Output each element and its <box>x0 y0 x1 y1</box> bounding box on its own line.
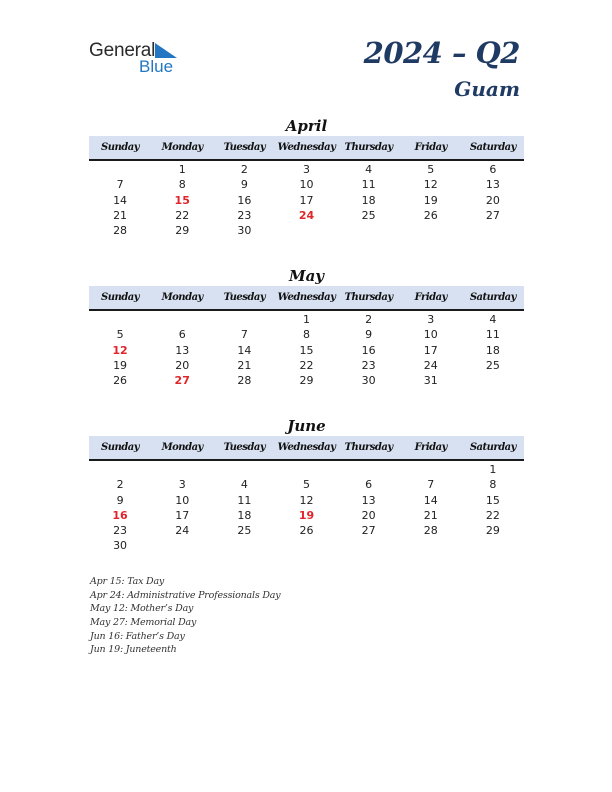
day-cell <box>151 538 213 553</box>
day-cell <box>462 538 524 553</box>
week-row <box>89 523 524 538</box>
day-cell: 27 <box>485 208 500 222</box>
day-cell: 18 <box>361 193 376 207</box>
region-subtitle: Guam <box>454 77 520 101</box>
weekday-label: Thursday <box>344 292 393 303</box>
day-cell: 14 <box>113 193 128 207</box>
day-cell <box>213 312 275 327</box>
day-cell: 6 <box>489 163 497 176</box>
day-cell <box>151 462 213 477</box>
logo-text-general: General <box>89 40 156 61</box>
weekday-label: Wednesday <box>277 442 336 453</box>
day-cell: 23 <box>237 208 252 222</box>
week-row <box>89 373 524 388</box>
week-row <box>89 462 524 477</box>
day-cell: 22 <box>299 358 314 372</box>
day-cell: 4 <box>240 478 248 492</box>
day-cell: 26 <box>113 374 128 388</box>
week-row <box>89 508 524 523</box>
month-calendar-june <box>89 416 524 554</box>
holiday-day-cell: 12 <box>112 343 128 357</box>
weekday-header-row <box>89 136 524 161</box>
logo-text-blue: Blue <box>139 57 174 76</box>
holiday-note: May 12: Mother’s Day <box>90 603 194 615</box>
day-cell: 13 <box>485 178 500 192</box>
week-row <box>89 223 524 238</box>
weekday-label: Sunday <box>101 292 140 303</box>
day-cell: 23 <box>113 524 128 538</box>
weekday-label: Wednesday <box>277 292 336 303</box>
day-cell <box>275 538 337 553</box>
weekday-header-row <box>89 436 524 461</box>
day-cell <box>338 223 400 238</box>
weekday-label: Sunday <box>101 142 140 153</box>
day-cell: 18 <box>237 508 252 522</box>
weekday-label: Tuesday <box>223 142 266 153</box>
day-cell: 8 <box>178 178 186 192</box>
day-cell: 31 <box>423 374 438 388</box>
day-cell: 17 <box>299 193 314 207</box>
day-cell: 24 <box>175 524 190 538</box>
day-cell: 3 <box>427 313 435 326</box>
weekday-label: Monday <box>161 442 203 453</box>
day-cell: 5 <box>427 163 435 176</box>
weekday-label: Wednesday <box>277 142 336 153</box>
day-cell: 13 <box>175 343 190 357</box>
day-cell: 7 <box>240 328 248 342</box>
page-title: 2024 – Q2 <box>363 36 520 70</box>
day-cell <box>400 462 462 477</box>
day-cell: 11 <box>361 178 376 192</box>
month-calendar-may <box>89 266 524 388</box>
day-cell <box>338 462 400 477</box>
day-cell: 19 <box>113 358 128 372</box>
day-cell: 16 <box>361 343 376 357</box>
day-cell: 17 <box>175 508 190 522</box>
day-cell: 18 <box>485 343 500 357</box>
week-row <box>89 493 524 508</box>
holiday-day-cell: 16 <box>112 508 128 522</box>
day-cell: 8 <box>489 478 497 492</box>
day-cell: 30 <box>113 539 128 553</box>
day-cell: 30 <box>361 374 376 388</box>
day-cell: 20 <box>361 508 376 522</box>
day-cell: 2 <box>365 313 373 326</box>
month-name: April <box>285 117 328 135</box>
week-row <box>89 538 524 553</box>
weekday-label: Saturday <box>469 142 516 153</box>
day-cell: 1 <box>489 463 497 476</box>
day-cell: 20 <box>175 358 190 372</box>
day-cell: 16 <box>237 193 252 207</box>
day-cell: 24 <box>423 358 438 372</box>
month-name: June <box>287 417 326 435</box>
weekday-label: Monday <box>161 292 203 303</box>
day-cell: 26 <box>423 208 438 222</box>
weekday-label: Thursday <box>344 142 393 153</box>
week-row <box>89 193 524 208</box>
day-cell: 5 <box>302 478 310 492</box>
weekday-label: Monday <box>161 142 203 153</box>
day-cell: 26 <box>299 524 314 538</box>
holiday-day-cell: 27 <box>174 374 190 388</box>
day-cell: 3 <box>302 163 310 176</box>
holiday-note: Apr 15: Tax Day <box>90 576 165 587</box>
day-cell <box>89 312 151 327</box>
holiday-note: May 27: Memorial Day <box>90 617 197 629</box>
day-cell: 22 <box>485 508 500 522</box>
day-cell: 25 <box>237 524 252 538</box>
day-cell: 22 <box>175 208 190 222</box>
week-row <box>89 208 524 223</box>
day-cell: 9 <box>365 328 373 342</box>
week-row <box>89 327 524 342</box>
day-cell: 21 <box>423 508 438 522</box>
week-row <box>89 312 524 327</box>
day-cell: 2 <box>116 478 124 492</box>
day-cell <box>338 538 400 553</box>
day-cell <box>462 223 524 238</box>
day-cell: 30 <box>237 224 252 238</box>
weekday-label: Friday <box>414 142 447 153</box>
day-cell: 12 <box>299 493 314 507</box>
day-cell: 10 <box>423 328 438 342</box>
day-cell <box>462 373 524 388</box>
holiday-day-cell: 19 <box>298 508 315 522</box>
week-row <box>89 358 524 373</box>
day-cell: 4 <box>365 163 373 176</box>
day-cell: 5 <box>116 328 124 342</box>
month-name: May <box>288 267 325 285</box>
weekday-header-row <box>89 286 524 311</box>
day-cell: 11 <box>485 328 500 342</box>
holiday-notes <box>90 575 280 657</box>
day-cell: 19 <box>423 193 438 207</box>
weekday-label: Saturday <box>469 442 516 453</box>
day-cell: 3 <box>178 478 186 492</box>
day-cell: 29 <box>485 524 500 538</box>
day-cell: 1 <box>302 313 310 326</box>
day-cell: 14 <box>423 493 438 507</box>
week-row <box>89 177 524 192</box>
day-cell: 23 <box>361 358 376 372</box>
day-cell: 14 <box>237 343 252 357</box>
day-cell: 20 <box>485 193 500 207</box>
day-cell: 6 <box>365 478 373 492</box>
day-cell <box>213 462 275 477</box>
day-cell <box>151 312 213 327</box>
month-calendar-april <box>89 116 524 238</box>
holiday-day-cell: 15 <box>174 193 190 207</box>
weekday-label: Friday <box>414 292 447 303</box>
day-cell <box>275 462 337 477</box>
day-cell: 28 <box>113 224 128 238</box>
day-cell: 2 <box>240 163 248 176</box>
day-cell: 7 <box>427 478 435 492</box>
day-cell: 27 <box>361 524 376 538</box>
week-row <box>89 162 524 177</box>
day-cell <box>89 162 151 177</box>
day-cell: 21 <box>113 208 128 222</box>
holiday-note: Apr 24: Administrative Professionals Day <box>90 589 281 601</box>
day-cell: 10 <box>299 178 314 192</box>
day-cell: 28 <box>237 374 252 388</box>
day-cell <box>400 223 462 238</box>
day-cell <box>400 538 462 553</box>
day-cell: 9 <box>116 493 124 507</box>
day-cell: 9 <box>240 178 248 192</box>
day-cell: 11 <box>237 493 252 507</box>
day-cell: 6 <box>178 328 186 342</box>
day-cell: 25 <box>361 208 376 222</box>
day-cell: 13 <box>361 493 376 507</box>
day-cell: 21 <box>237 358 252 372</box>
day-cell: 29 <box>175 224 190 238</box>
logo-triangle-icon <box>155 43 177 58</box>
day-cell: 8 <box>302 328 310 342</box>
week-row <box>89 477 524 492</box>
generalblue-logo <box>89 40 189 76</box>
day-cell: 25 <box>485 358 500 372</box>
weekday-label: Sunday <box>101 442 140 453</box>
weekday-label: Tuesday <box>223 292 266 303</box>
day-cell: 4 <box>489 313 497 326</box>
weekday-label: Saturday <box>469 292 516 303</box>
weekday-label: Tuesday <box>223 442 266 453</box>
day-cell: 12 <box>423 178 438 192</box>
day-cell: 1 <box>178 163 186 176</box>
day-cell: 15 <box>485 493 500 507</box>
day-cell: 7 <box>116 178 124 192</box>
day-cell: 17 <box>423 343 438 357</box>
holiday-day-cell: 24 <box>298 208 315 222</box>
weekday-label: Friday <box>414 442 447 453</box>
day-cell <box>89 462 151 477</box>
holiday-note: Jun 16: Father’s Day <box>90 630 185 642</box>
day-cell: 29 <box>299 374 314 388</box>
week-row <box>89 343 524 358</box>
holiday-note: Jun 19: Juneteenth <box>90 644 177 656</box>
day-cell <box>275 223 337 238</box>
day-cell <box>213 538 275 553</box>
day-cell: 10 <box>175 493 190 507</box>
weekday-label: Thursday <box>344 442 393 453</box>
day-cell: 15 <box>299 343 314 357</box>
day-cell: 28 <box>423 524 438 538</box>
